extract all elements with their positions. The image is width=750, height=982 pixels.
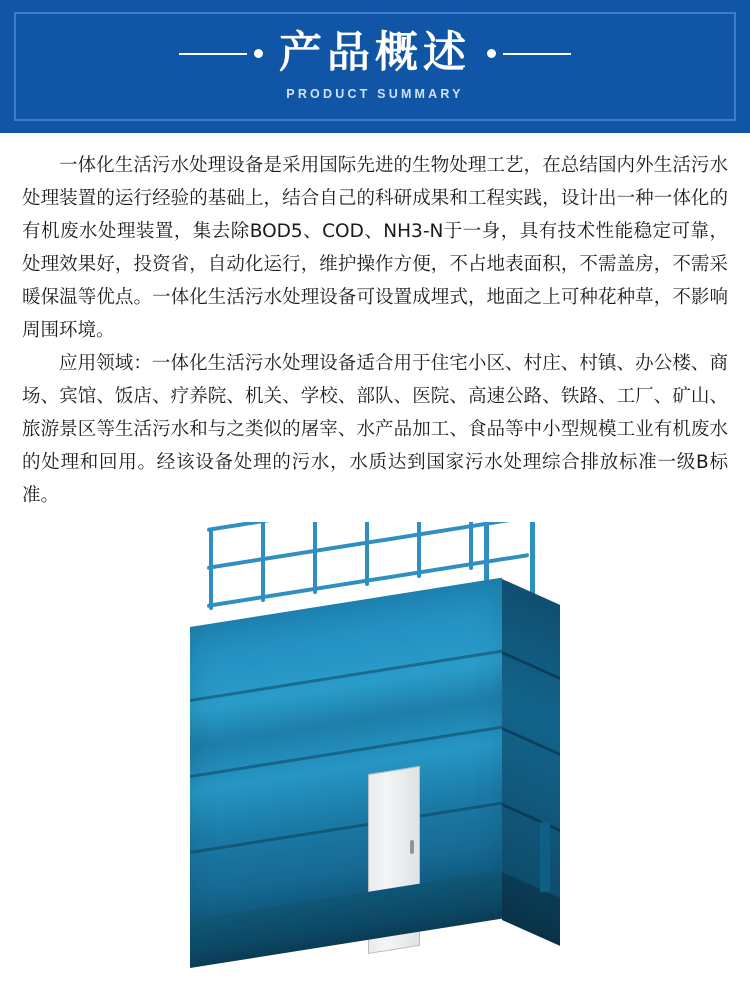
decoration-bar-right [503, 53, 571, 55]
tank-panel-seam [190, 650, 502, 702]
summary-text-block [0, 133, 750, 512]
railing-post [209, 528, 213, 610]
door-handle [410, 840, 414, 855]
paragraph-overview: 一体化生活污水处理设备是采用国际先进的生物处理工艺，在总结国内外生活污水处理装置的运行经验的基础上，结合自己的科研成果和工程实践，设计出一种一体化的有机废水处理装置，集去除BOD5、COD、NH3-N于一身，具有技术性能稳定可靠，处理效果好，投资省，自动化运行，维护操作方便，不占地表面积，不需盖房，不需采暖保温等优点。一体化生活污水处理设备可设置成埋式，地面之上可种花种草，不影响周围环境。 [22, 155, 728, 341]
tank-side-seam [502, 651, 560, 680]
paragraph-applications: 应用领域：一体化生活污水处理设备适合用于住宅小区、村庄、村镇、办公楼、商场、宾馆、饭店、疗养院、机关、学校、部队、医院、高速公路、铁路、工厂、矿山、旅游景区等生活污水和与之类似的屠宰、水产品加工、食品等中小型规模工业有机废水的处理和回用。经该设备处理的污水，水质达到国家污水处理综合排放标准一级B标准。 [22, 353, 728, 506]
tank-panel-seam [190, 802, 502, 854]
outlet-pipe [540, 822, 550, 892]
tank-panel-seam [190, 726, 502, 778]
decoration-dot-right [487, 49, 496, 58]
tank-front-face [190, 578, 502, 927]
page-subtitle: PRODUCT SUMMARY [286, 87, 464, 101]
railing-post [261, 522, 265, 602]
wastewater-treatment-tank [0, 522, 750, 982]
left-decoration [179, 49, 263, 58]
right-decoration [487, 49, 571, 58]
tank-side-seam [502, 727, 560, 756]
product-image [0, 522, 750, 982]
decoration-dot-left [254, 49, 263, 58]
railing-post [365, 522, 369, 586]
banner-content [0, 0, 750, 133]
railing-post [469, 522, 473, 570]
banner-title-row [179, 28, 571, 78]
decoration-bar-left [179, 53, 247, 55]
railing-post [417, 522, 421, 578]
tank-side-seam [502, 803, 560, 832]
section-header-banner [0, 0, 750, 133]
page-title: 产品概述 [279, 28, 471, 78]
railing-post [313, 522, 317, 594]
tank-side-face [502, 579, 560, 905]
